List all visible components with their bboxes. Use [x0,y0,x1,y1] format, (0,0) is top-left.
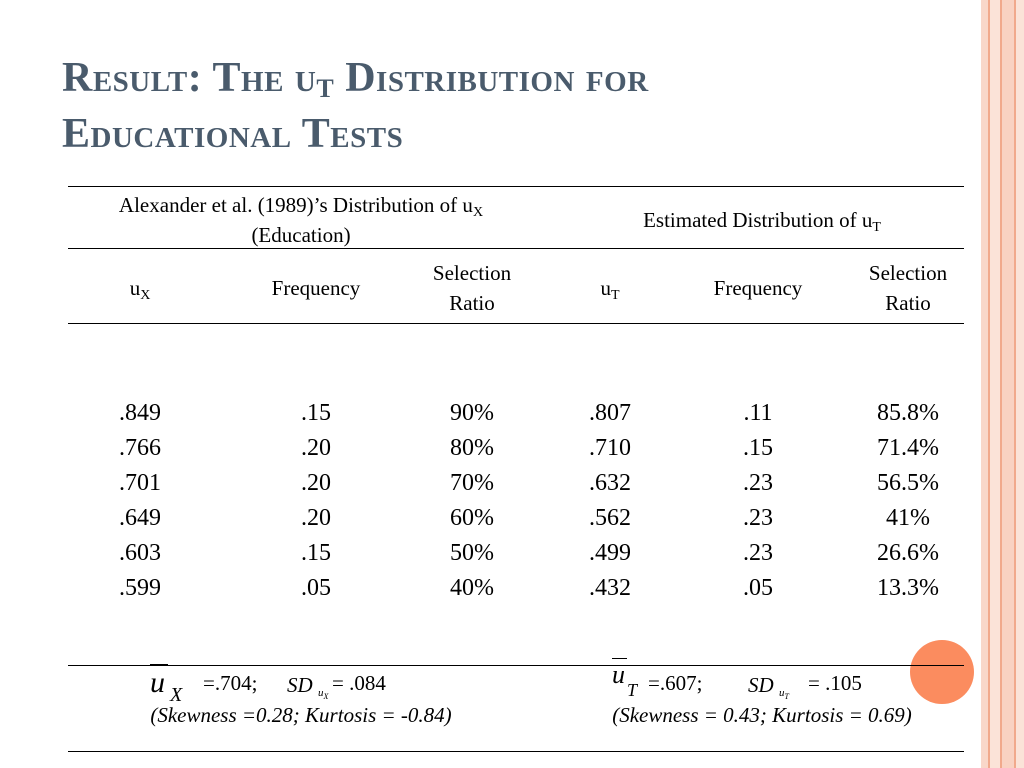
col-header-frequency-right: Frequency [713,276,803,300]
col-header-ut: $u_T$ [600,276,620,303]
mean-symbol-left: u [150,666,165,700]
title-line-1: Result: The $u_T$ Distribution for [62,55,649,103]
decor-stripe [981,0,988,768]
table-cell-ut: .432 [589,575,631,601]
title-line-2: Educational Tests [62,111,404,157]
table-cell-ux: .599 [119,575,161,601]
table-cell-ut: .632 [589,470,631,496]
table-cell-freq-l: .20 [301,470,331,496]
table-cell-sel-l: 60% [450,505,494,531]
decor-stripe [1016,0,1024,768]
table-bottom-rule [68,751,964,752]
table-cell-sel-l: 50% [450,540,494,566]
table-cell-freq-l: .20 [301,435,331,461]
table-cell-sel-r: 56.5% [877,470,939,496]
col-header-frequency-left: Frequency [271,276,361,300]
table-cell-freq-r: .05 [743,575,773,601]
table-cell-sel-r: 26.6% [877,540,939,566]
decor-stripe [1002,0,1014,768]
table-cell-sel-r: 71.4% [877,435,939,461]
table-cell-freq-l: .20 [301,505,331,531]
table-cell-sel-l: 40% [450,575,494,601]
table-cell-ut: .807 [589,400,631,426]
col-header-selection-ratio-left: Selection Ratio [432,261,512,315]
slide-title [62,50,922,162]
table-cell-freq-r: .15 [743,435,773,461]
table-cell-ut: .562 [589,505,631,531]
table-cell-ut: .710 [589,435,631,461]
table-cell-sel-r: 13.3% [877,575,939,601]
table-cell-freq-r: .23 [743,505,773,531]
table-top-rule [68,186,964,187]
table-cell-ux: .766 [119,435,161,461]
table-cell-sel-l: 70% [450,470,494,496]
table-cell-sel-r: 85.8% [877,400,939,426]
table-cell-ux: .649 [119,505,161,531]
col-header-ux: $u_X$ [129,276,151,303]
table-cell-freq-r: .11 [743,400,773,426]
stats-left: (Skewness =0.28; Kurtosis = -0.84) [150,703,452,727]
table-cell-freq-l: .15 [301,540,331,566]
col-header-selection-ratio-right: Selection Ratio [868,261,948,315]
table-cell-freq-l: .05 [301,575,331,601]
table-header-rule [68,323,964,324]
decor-circle [910,640,974,704]
table-cell-ux: .849 [119,400,161,426]
stats-right: (Skewness = 0.43; Kurtosis = 0.69) [612,703,912,727]
decor-stripe [990,0,1000,768]
table-cell-ut: .499 [589,540,631,566]
table-cell-freq-l: .15 [301,400,331,426]
table-cell-ux: .701 [119,470,161,496]
table-cell-sel-r: 41% [886,505,930,531]
table-cell-ux: .603 [119,540,161,566]
table-cell-freq-r: .23 [743,540,773,566]
group-header-left: Alexander et al. (1989)’s Distribution of $u_X$ (Education) [118,193,484,247]
table-cell-sel-l: 90% [450,400,494,426]
table-summary-rule [68,665,964,666]
table-cell-sel-l: 80% [450,435,494,461]
table-cell-freq-r: .23 [743,470,773,496]
mean-symbol-right: u [612,660,625,689]
group-header-right: Estimated Distribution of $u_T$ [643,208,881,235]
